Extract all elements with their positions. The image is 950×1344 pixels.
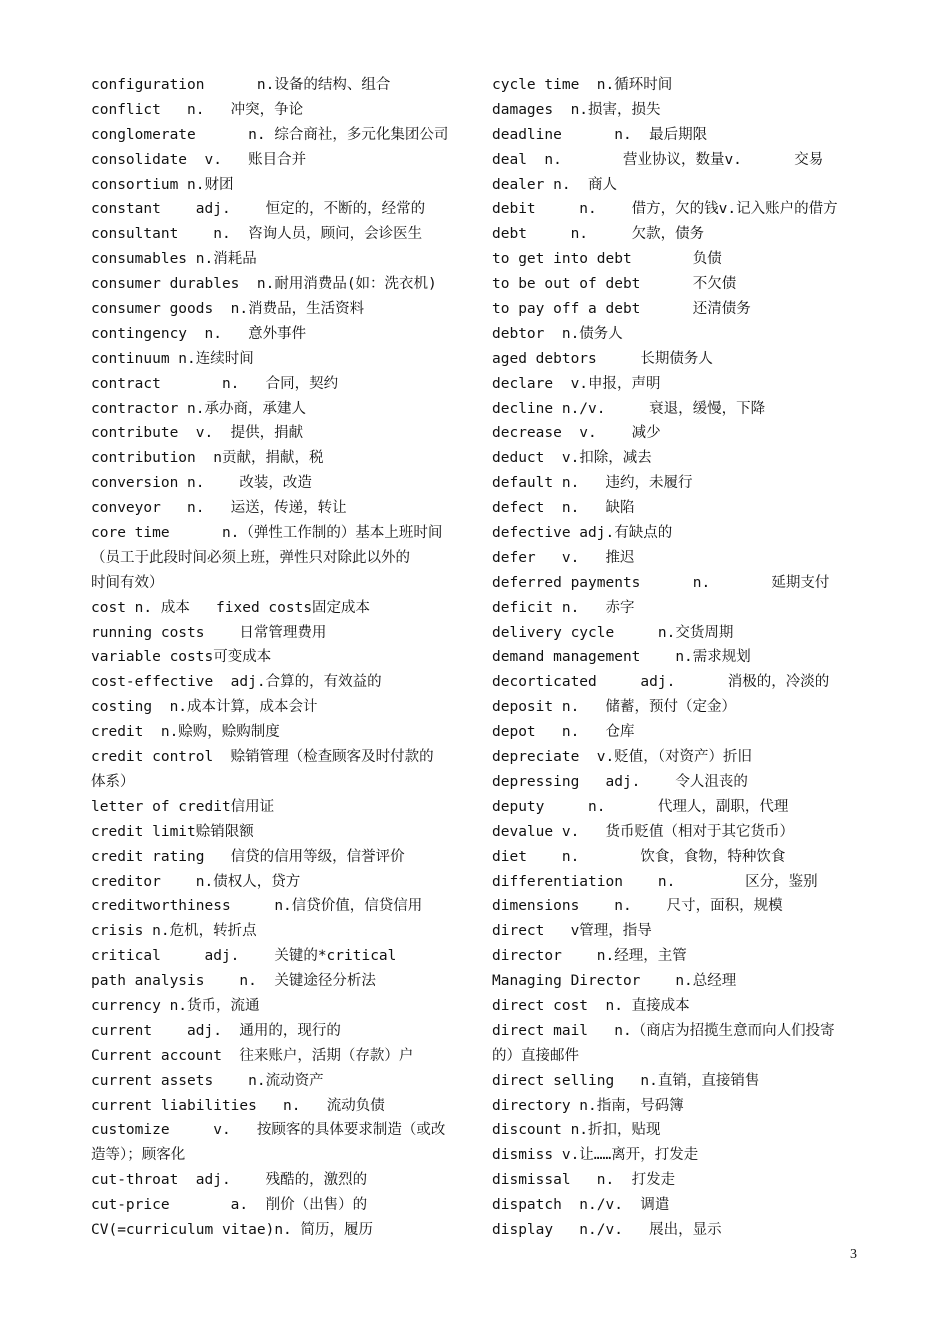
- glossary-line: defect n. 缺陷: [492, 500, 635, 517]
- glossary-line: current liabilities n. 流动负债: [91, 1097, 385, 1114]
- glossary-line: director n.经理，主管: [492, 948, 687, 965]
- glossary-line: cut-price a. 削价（出售）的: [91, 1197, 368, 1214]
- glossary-line: dispatch n./v. 调遣: [492, 1197, 670, 1214]
- glossary-line: credit rating 信贷的信用等级，信誉评价: [91, 848, 405, 865]
- glossary-line: discount n.折扣，贴现: [492, 1122, 661, 1139]
- glossary-line: devalue v. 货币贬值（相对于其它货币）: [492, 823, 794, 840]
- glossary-line: consumer goods n.消费品，生活资料: [91, 301, 365, 318]
- glossary-line: cut-throat adj. 残酷的，激烈的: [91, 1172, 368, 1189]
- glossary-line: crisis n.危机，转折点: [91, 923, 257, 940]
- glossary-line: creditworthiness n.信贷价值，信贷信用: [91, 898, 423, 915]
- glossary-line: conversion n. 改装，改造: [91, 475, 312, 492]
- glossary-line: 时间有效）: [91, 574, 164, 591]
- glossary-line: deal n. 营业协议，数量v. 交易: [492, 151, 824, 168]
- glossary-line: dismissal n. 打发走: [492, 1172, 676, 1189]
- glossary-line: decrease v. 减少: [492, 425, 661, 442]
- glossary-line: Current account 往来账户，活期（存款）户: [91, 1047, 414, 1064]
- glossary-line: constant adj. 恒定的，不断的，经常的: [91, 201, 426, 218]
- glossary-line: debtor n.债务人: [492, 325, 623, 342]
- glossary-line: costing n.成本计算，成本会计: [91, 699, 318, 716]
- glossary-line: current adj. 通用的，现行的: [91, 1022, 341, 1039]
- glossary-line: Managing Director n.总经理: [492, 973, 737, 990]
- glossary-line: contract n. 合同，契约: [91, 375, 339, 392]
- glossary-line: critical adj. 关键的*critical: [91, 948, 397, 965]
- glossary-line: defer v. 推迟: [492, 549, 635, 566]
- glossary-line: cycle time n.循环时间: [492, 77, 673, 93]
- glossary-line: 的）直接邮件: [492, 1047, 579, 1064]
- glossary-line: demand management n.需求规划: [492, 649, 751, 666]
- glossary-line: consultant n. 咨询人员，顾问，会诊医生: [91, 226, 423, 243]
- glossary-line: contractor n.承办商，承建人: [91, 400, 306, 417]
- glossary-line: direct cost n. 直接成本: [492, 997, 690, 1014]
- glossary-line: depressing adj. 令人沮丧的: [492, 773, 748, 790]
- glossary-line: default n. 违约，未履行: [492, 475, 693, 492]
- glossary-line: configuration n.设备的结构、组合: [91, 77, 391, 93]
- glossary-line: CV(=curriculum vitae)n. 简历，履历: [91, 1221, 374, 1238]
- left-column: [91, 73, 463, 1243]
- glossary-line: conveyor n. 运送，传递，转让: [91, 500, 347, 517]
- glossary-line: delivery cycle n.交货周期: [492, 624, 734, 641]
- glossary-line: dealer n. 商人: [492, 176, 618, 193]
- glossary-line: direct selling n.直销，直接销售: [492, 1072, 760, 1089]
- glossary-line: debit n. 借方，欠的钱v.记入账户的借方: [492, 201, 838, 218]
- glossary-line: continuum n.连续时间: [91, 350, 254, 367]
- glossary-line: variable costs可变成本: [91, 649, 272, 666]
- glossary-line: deputy n. 代理人，副职，代理: [492, 798, 789, 815]
- glossary-line: aged debtors 长期债务人: [492, 350, 713, 367]
- glossary-line: directory n.指南，号码簿: [492, 1097, 684, 1114]
- glossary-line: decline n./v. 衰退，缓慢，下降: [492, 400, 766, 417]
- glossary-line: deposit n. 储蓄，预付（定金）: [492, 699, 736, 716]
- glossary-line: credit control 赊销管理（检查顾客及时付款的: [91, 749, 434, 766]
- right-column: [492, 73, 864, 1243]
- glossary-line: consumer durables n.耐用消费品(如：洗衣机): [91, 276, 437, 293]
- glossary-line: dimensions n. 尺寸，面积，规模: [492, 898, 783, 915]
- glossary-line: deduct v.扣除，减去: [492, 450, 652, 467]
- glossary-line: display n./v. 展出，显示: [492, 1221, 722, 1238]
- glossary-line: diet n. 饮食，食物，特种饮食: [492, 848, 786, 865]
- glossary-line: conflict n. 冲突，争论: [91, 101, 304, 118]
- glossary-line: depreciate v.贬值，（对资产）折旧: [492, 749, 752, 766]
- glossary-line: core time n.（弹性工作制的）基本上班时间: [91, 525, 443, 542]
- glossary-line: cost n. 成本 fixed costs固定成本: [91, 599, 371, 616]
- glossary-line: to pay off a debt 还清债务: [492, 301, 751, 318]
- glossary-line: （员工于此段时间必须上班，弹性只对除此以外的: [91, 549, 410, 566]
- glossary-line: 造等）；顾客化: [91, 1147, 186, 1164]
- glossary-line: direct v管理，指导: [492, 923, 652, 940]
- glossary-line: deadline n. 最后期限: [492, 126, 708, 143]
- glossary-line: credit n.赊购，赊购制度: [91, 724, 280, 741]
- glossary-line: path analysis n. 关键途径分析法: [91, 973, 376, 990]
- glossary-line: consortium n.财团: [91, 176, 234, 193]
- glossary-line: running costs 日常管理费用: [91, 624, 327, 641]
- glossary-line: depot n. 仓库: [492, 724, 635, 741]
- glossary-line: differentiation n. 区分，鉴别: [492, 873, 818, 890]
- glossary-line: defective adj.有缺点的: [492, 525, 673, 542]
- glossary-line: contribute v. 提供，捐献: [91, 425, 304, 442]
- glossary-line: credit limit赊销限额: [91, 823, 254, 840]
- glossary-line: 体系）: [91, 773, 135, 790]
- page-number: 3: [850, 1247, 857, 1262]
- glossary-line: decorticated adj. 消极的，冷淡的: [492, 674, 830, 691]
- glossary-line: deficit n. 赤字: [492, 599, 635, 616]
- glossary-line: to be out of debt 不欠债: [492, 276, 737, 293]
- glossary-line: damages n.损害，损失: [492, 101, 661, 118]
- glossary-line: customize v. 按顾客的具体要求制造（或改: [91, 1122, 446, 1139]
- glossary-line: declare v.申报，声明: [492, 375, 661, 392]
- glossary-line: currency n.货币，流通: [91, 997, 260, 1014]
- glossary-line: deferred payments n. 延期支付: [492, 574, 830, 591]
- glossary-line: contingency n. 意外事件: [91, 325, 307, 342]
- glossary-line: debt n. 欠款，债务: [492, 226, 705, 243]
- glossary-line: creditor n.债权人，贷方: [91, 873, 301, 890]
- glossary-line: conglomerate n. 综合商社，多元化集团公司: [91, 126, 449, 143]
- glossary-line: consumables n.消耗品: [91, 251, 257, 268]
- glossary-line: contribution n贡献，捐献，税: [91, 450, 324, 467]
- glossary-line: consolidate v. 账目合并: [91, 151, 307, 168]
- glossary-line: dismiss v.让……离开，打发走: [492, 1147, 699, 1164]
- glossary-line: current assets n.流动资产: [91, 1072, 324, 1089]
- glossary-line: to get into debt 负债: [492, 251, 722, 268]
- glossary-line: direct mail n.（商店为招揽生意而向人们投寄: [492, 1022, 835, 1039]
- glossary-line: cost-effective adj.合算的，有效益的: [91, 674, 382, 691]
- glossary-line: letter of credit信用证: [91, 798, 275, 815]
